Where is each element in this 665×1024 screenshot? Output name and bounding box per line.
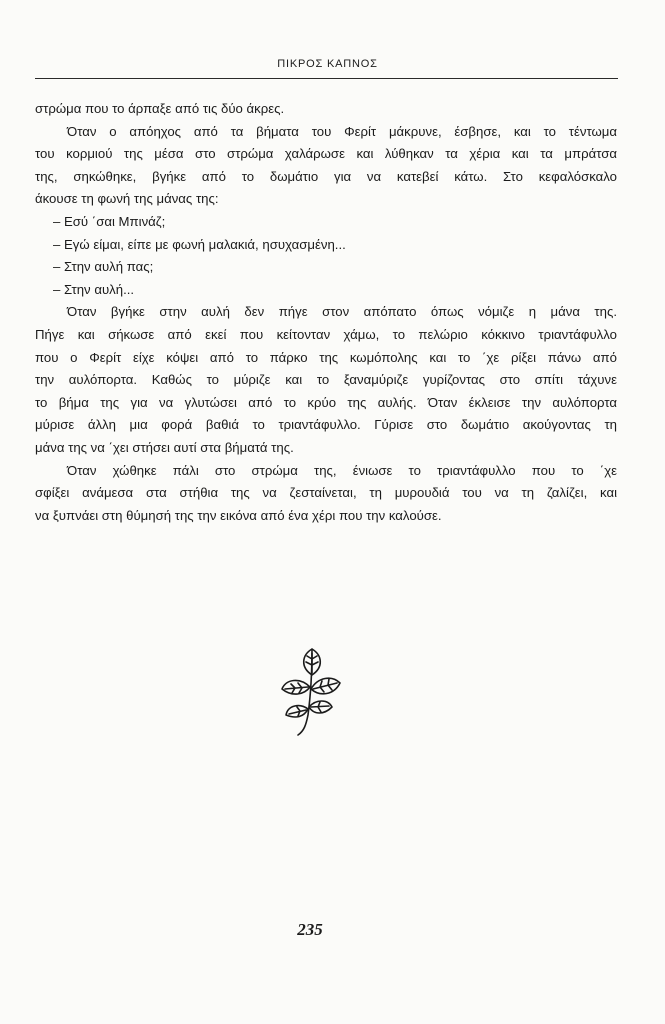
text-line: μύρισε άλλη μια φορά βαθιά το τριαντάφυλλο. Γύρισε στο δωμάτιο ακούγοντας τη <box>35 417 617 433</box>
text-line: που ο Φερίτ είχε κόψει από το πάρκο της κωμόπολης και το ΄χε ρίξει πάνω από <box>35 349 617 365</box>
text-line: σφίξει ανάμεσα στα στήθια της να ζεσταίνεται, τη μυρουδιά του να τη ζαλίζει, και <box>35 485 617 501</box>
text-line: το βήμα της για να γλυτώσει από το κρύο της αυλής. Όταν έκλεισε την αυλόπορτα <box>35 394 617 410</box>
text-line: Όταν βγήκε στην αυλή δεν πήγε στον απόπατο όπως νόμιζε η μάνα της. <box>67 304 617 320</box>
running-header: ΠΙΚΡΟΣ ΚΑΠΝΟΣ <box>277 58 378 70</box>
header-rule <box>35 78 618 79</box>
text-line: Όταν χώθηκε πάλι στο στρώμα της, ένιωσε το τριαντάφυλλο που το ΄χε <box>67 462 617 478</box>
text-line: να ξυπνάει στη θύμησή της την εικόνα από ένα χέρι που την καλούσε. <box>35 507 442 523</box>
body-text <box>35 98 617 527</box>
text-line: την αυλόπορτα. Καθώς το μύριζε και το ξαναμύριζε γυρίζοντας στο σπίτι τάχυνε <box>35 372 617 388</box>
dialogue-line: – Εσύ ΄σαι Μπινάζ; <box>53 213 166 229</box>
text-line: της, σηκώθηκε, βγήκε από το δωμάτιο για να κατεβεί κάτω. Στο κεφαλόσκαλο <box>35 168 617 184</box>
text-line: Όταν ο απόηχος από τα βήματα του Φερίτ μάκρυνε, έσβησε, και το τέντωμα <box>67 123 617 139</box>
dialogue-line: – Στην αυλή... <box>53 281 135 297</box>
text-line: μάνα της να ΄χει στήσει αυτί στα βήματά της. <box>35 439 294 455</box>
text-line: στρώμα που το άρπαξε από τις δύο άκρες. <box>35 101 285 116</box>
text-line: του κορμιού της μέσα στο στρώμα χαλάρωσε και λύθηκαν τα χέρια και τα μπράτσα <box>35 146 617 162</box>
dialogue-line: – Στην αυλή πας; <box>53 259 154 275</box>
text-line: Πήγε και σήκωσε από εκεί που κείτονταν χάμω, το πελώριο κόκκινο τριαντάφυλλο <box>35 326 617 342</box>
leaf-sprig-icon <box>276 645 346 737</box>
page-number: 235 <box>297 920 323 939</box>
text-line: άκουσε τη φωνή της μάνας της: <box>35 191 219 207</box>
dialogue-line: – Εγώ είμαι, είπε με φωνή μαλακιά, ησυχασμένη... <box>53 236 346 252</box>
